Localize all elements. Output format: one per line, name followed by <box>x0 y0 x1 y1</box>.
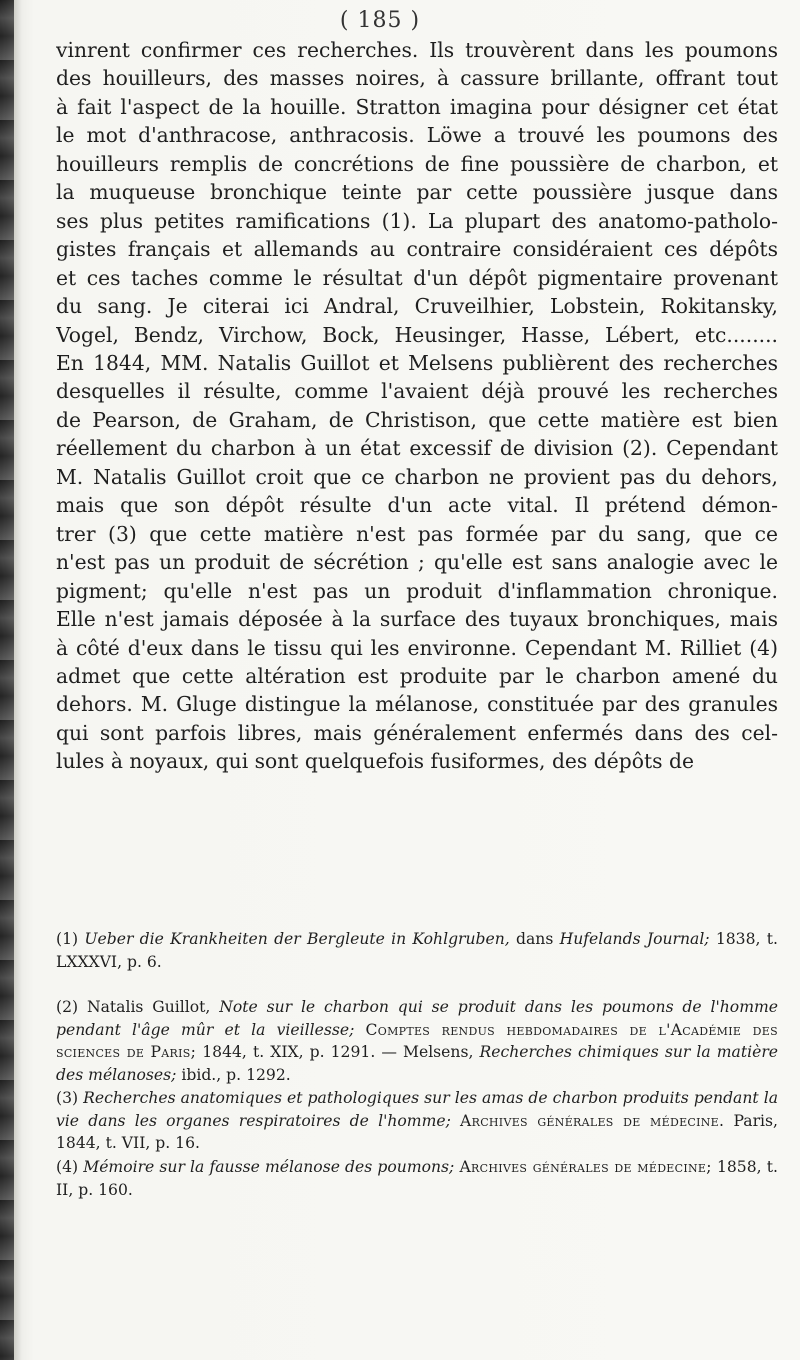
text-line: desquelles il résulte, comme l'avaient déjà prouvé les recherches <box>56 379 778 404</box>
footnote-number: (4) <box>56 1158 79 1176</box>
text-line: mais que son dépôt résulte d'un acte vital. Il prétend démon- <box>56 493 778 518</box>
footnote-text: ibid., p. 1292. <box>181 1065 291 1084</box>
text-line: ses plus petites ramifications (1). La plupart des anatomo-patholo- <box>56 208 778 233</box>
footnote-text: 1844, t. XIX, p. 1291. — Melsens, <box>202 1043 474 1062</box>
footnote-2 <box>56 996 778 1086</box>
text-line: le mot d'anthracose, anthracosis. Löwe a trouvé les poumons des <box>56 123 778 148</box>
footnote-journal: Hufelands Journal; <box>559 930 710 948</box>
footnote-number: (2) <box>56 998 79 1016</box>
footnote-4 <box>56 1156 778 1201</box>
text-line: M. Natalis Guillot croit que ce charbon ne provient pas du dehors, <box>56 464 778 489</box>
footnote-text: 1838, t. LXXXVI, p. 6. <box>56 930 778 971</box>
footnote-title: Recherches chimiques sur la matière des mélanoses; <box>56 1043 779 1084</box>
text-line: vinrent confirmer ces recherches. Ils trouvèrent dans les poumons <box>56 38 778 62</box>
text-line: Elle n'est jamais déposée à la surface des tuyaux bronchiques, mais <box>56 607 778 632</box>
text-line: réellement du charbon à un état excessif de division (2). Cependant <box>56 436 778 461</box>
footnote-3 <box>56 1087 778 1155</box>
text-line: et ces taches comme le résultat d'un dépôt pigmentaire provenant <box>56 265 778 290</box>
text-line: dehors. M. Gluge distingue la mélanose, constituée par des granules <box>56 692 778 717</box>
footnote-text: 1858, t. II, p. 160. <box>56 1158 778 1199</box>
text-line: la muqueuse bronchique teinte par cette poussière jusque dans <box>56 180 778 205</box>
text-line: qui sont parfois libres, mais généralement enfermés dans des cel- <box>56 720 778 745</box>
footnote-1 <box>56 928 778 973</box>
footnote-source: Comptes rendus hebdomadaires de l'Académie des sciences de Paris; <box>56 1020 778 1062</box>
book-binding-edge <box>0 0 14 1360</box>
footnote-source: Archives générales de médecine. <box>460 1111 725 1130</box>
footnote-title: Recherches anatomiques et pathologiques sur les amas de charbon produits pendant la vie dans les organes respiratoires de l'homme; <box>56 1089 778 1130</box>
footnote-number: (1) <box>56 930 79 948</box>
text-line: n'est pas un produit de sécrétion ; qu'elle est sans analogie avec le <box>56 550 778 575</box>
footnote-source: Archives générales de médecine; <box>459 1158 712 1176</box>
main-text <box>56 36 778 776</box>
text-line: pigment; qu'elle n'est pas un produit d'inflammation chronique. <box>56 578 778 603</box>
text-line: à fait l'aspect de la houille. Stratton imagina pour désigner cet état <box>56 94 778 119</box>
text-line: du sang. Je citerai ici Andral, Cruveilhier, Lobstein, Rokitansky, <box>56 294 778 319</box>
text-line: houilleurs remplis de concrétions de fine poussière de charbon, et <box>56 151 778 176</box>
text-line: des houilleurs, des masses noires, à cassure brillante, offrant tout <box>56 66 778 91</box>
footnote-text: Paris, 1844, t. VII, p. 16. <box>56 1111 778 1153</box>
footnote-title: Mémoire sur la fausse mélanose des poumons; <box>83 1158 455 1176</box>
footnote-author: Natalis Guillot, <box>86 998 211 1016</box>
text-line: gistes français et allemands au contraire considéraient ces dépôts <box>56 237 778 262</box>
footnote-number: (3) <box>56 1089 79 1107</box>
footnote-title: Note sur le charbon qui se produit dans les poumons de l'homme pendant l'âge mûr et la vieillesse; <box>56 998 778 1039</box>
footnote-title: Ueber die Krankheiten der Bergleute in Kohlgruben, <box>84 930 510 948</box>
text-line: à côté d'eux dans le tissu qui les environne. Cependant M. Rilliet (4) <box>56 635 778 660</box>
text-line: lules à noyaux, qui sont quelquefois fusiformes, des dépôts de <box>56 749 694 774</box>
text-line: admet que cette altération est produite par le charbon amené du <box>56 663 778 688</box>
text-line: trer (3) que cette matière n'est pas formée par du sang, que ce <box>56 521 778 546</box>
text-line: En 1844, MM. Natalis Guillot et Melsens publièrent des recherches <box>56 350 778 375</box>
footnote-text: dans <box>516 930 554 948</box>
page-number: ( 185 ) <box>339 8 421 33</box>
text-line: de Pearson, de Graham, de Christison, que cette matière est bien <box>56 407 778 432</box>
text-line: Vogel, Bendz, Virchow, Bock, Heusinger, Hasse, Lébert, etc........ <box>56 322 778 347</box>
